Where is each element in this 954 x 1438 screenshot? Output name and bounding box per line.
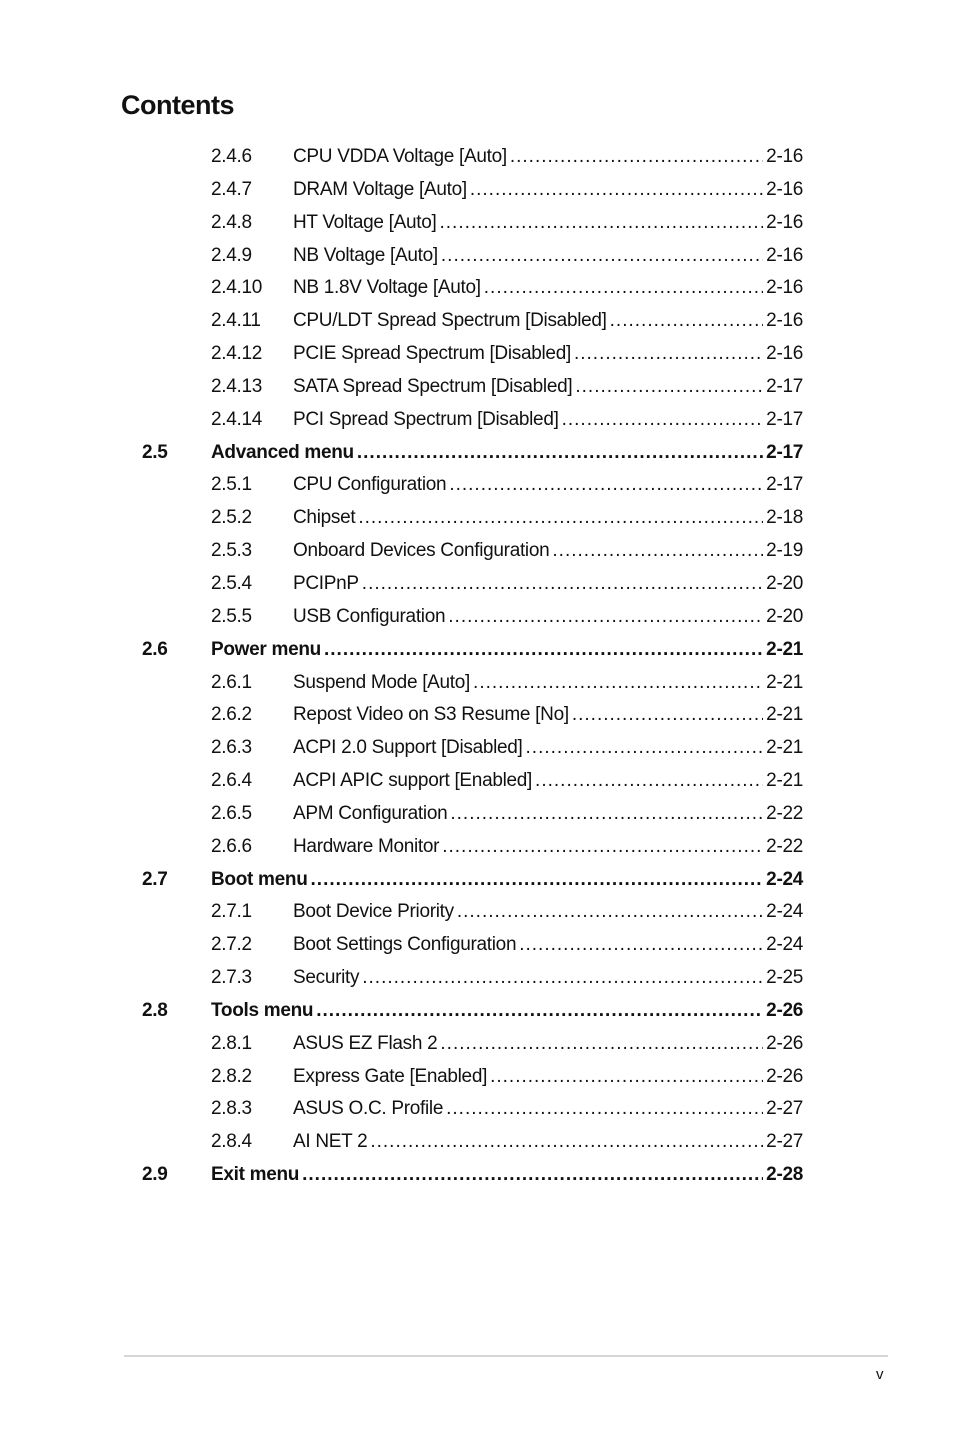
toc-entry-page: 2-27 xyxy=(763,1126,803,1159)
toc-entry-title: CPU Configuration xyxy=(293,469,449,502)
toc-entry-number: 2.8 xyxy=(142,999,168,1021)
toc-entry-page: 2-20 xyxy=(763,601,803,634)
toc-subsection-entry[interactable] xyxy=(0,240,954,273)
toc-entry-title: HT Voltage [Auto] xyxy=(293,207,439,240)
toc-entry-page: 2-16 xyxy=(763,174,803,207)
toc-entry-number: 2.6.3 xyxy=(211,737,252,759)
toc-entry-page: 2-26 xyxy=(763,1028,803,1061)
toc-dot-leader xyxy=(362,568,763,601)
toc-entry-number: 2.5.1 xyxy=(211,474,252,496)
toc-entry-title: NB 1.8V Voltage [Auto] xyxy=(293,272,484,305)
toc-entry-page: 2-16 xyxy=(763,141,803,174)
toc-subsection-entry[interactable] xyxy=(0,765,954,798)
toc-entry-number: 2.4.7 xyxy=(211,178,252,200)
toc-dot-leader xyxy=(324,634,763,667)
toc-entry-title: DRAM Voltage [Auto] xyxy=(293,174,470,207)
footer-divider xyxy=(124,1355,888,1357)
toc-entry-title: Hardware Monitor xyxy=(293,831,442,864)
toc-entry-number: 2.8.3 xyxy=(211,1098,252,1120)
toc-entry-line xyxy=(293,765,803,798)
toc-entry-page: 2-16 xyxy=(763,305,803,338)
toc-dot-leader xyxy=(510,141,763,174)
toc-entry-page: 2-26 xyxy=(763,995,803,1028)
toc-entry-title: CPU VDDA Voltage [Auto] xyxy=(293,141,510,174)
toc-entry-line xyxy=(293,962,803,995)
toc-entry-page: 2-27 xyxy=(763,1093,803,1126)
toc-entry-line xyxy=(293,667,803,700)
toc-entry-line xyxy=(293,535,803,568)
toc-dot-leader xyxy=(302,1159,763,1192)
toc-dot-leader xyxy=(574,338,763,371)
toc-entry-number: 2.4.13 xyxy=(211,375,263,397)
toc-entry-title: ACPI 2.0 Support [Disabled] xyxy=(293,732,526,765)
toc-dot-leader xyxy=(552,535,763,568)
toc-entry-title: Onboard Devices Configuration xyxy=(293,535,552,568)
page-number: v xyxy=(876,1366,884,1383)
toc-subsection-entry[interactable] xyxy=(0,896,954,929)
toc-entry-page: 2-28 xyxy=(763,1159,803,1192)
toc-entry-line xyxy=(293,732,803,765)
toc-dot-leader xyxy=(311,864,764,897)
toc-entry-line xyxy=(211,864,803,897)
toc-entry-number: 2.6.6 xyxy=(211,835,252,857)
toc-entry-line xyxy=(293,1126,803,1159)
toc-dot-leader xyxy=(575,371,763,404)
toc-entry-line xyxy=(293,601,803,634)
toc-entry-line xyxy=(293,305,803,338)
toc-subsection-entry[interactable] xyxy=(0,272,954,305)
toc-entry-page: 2-21 xyxy=(763,667,803,700)
toc-entry-number: 2.6 xyxy=(142,638,168,660)
toc-subsection-entry[interactable] xyxy=(0,371,954,404)
toc-entry-number: 2.4.8 xyxy=(211,211,252,233)
toc-entry-number: 2.6.5 xyxy=(211,802,252,824)
toc-entry-line xyxy=(211,1159,803,1192)
toc-subsection-entry[interactable] xyxy=(0,929,954,962)
toc-entry-line xyxy=(293,1061,803,1094)
toc-entry-number: 2.7 xyxy=(142,868,168,890)
toc-dot-leader xyxy=(484,272,763,305)
toc-entry-line xyxy=(293,469,803,502)
toc-dot-leader xyxy=(457,896,763,929)
toc-entry-line xyxy=(293,502,803,535)
toc-dot-leader xyxy=(446,1093,763,1126)
toc-entry-title: Exit menu xyxy=(211,1159,302,1192)
toc-dot-leader xyxy=(442,831,763,864)
toc-entry-title: PCI Spread Spectrum [Disabled] xyxy=(293,404,562,437)
toc-subsection-entry[interactable] xyxy=(0,469,954,502)
toc-entry-title: ACPI APIC support [Enabled] xyxy=(293,765,535,798)
toc-entry-page: 2-16 xyxy=(763,272,803,305)
toc-entry-page: 2-17 xyxy=(763,469,803,502)
toc-entry-number: 2.4.6 xyxy=(211,146,252,167)
toc-dot-leader xyxy=(362,962,763,995)
toc-entry-number: 2.8.1 xyxy=(211,1032,252,1054)
toc-section-entry[interactable] xyxy=(0,995,954,1028)
toc-entry-line xyxy=(293,174,803,207)
toc-entry-title: APM Configuration xyxy=(293,798,450,831)
toc-section-entry[interactable] xyxy=(0,634,954,667)
toc-entry-line xyxy=(211,995,803,1028)
toc-dot-leader xyxy=(370,1126,763,1159)
toc-entry-page: 2-20 xyxy=(763,568,803,601)
toc-entry-page: 2-17 xyxy=(763,371,803,404)
toc-entry-page: 2-16 xyxy=(763,207,803,240)
toc-entry-line xyxy=(293,141,803,174)
toc-entry-page: 2-21 xyxy=(763,732,803,765)
toc-entry-line xyxy=(293,831,803,864)
toc-entry-page: 2-21 xyxy=(763,634,803,667)
toc-subsection-entry[interactable] xyxy=(0,207,954,240)
toc-entry-title: Security xyxy=(293,962,362,995)
toc-dot-leader xyxy=(358,502,763,535)
toc-subsection-entry[interactable] xyxy=(0,798,954,831)
toc-subsection-entry[interactable] xyxy=(0,1093,954,1126)
toc-entry-line xyxy=(293,568,803,601)
toc-entry-number: 2.7.3 xyxy=(211,967,252,989)
toc-entry-line xyxy=(211,437,803,470)
toc-entry-title: USB Configuration xyxy=(293,601,448,634)
toc-dot-leader xyxy=(519,929,763,962)
toc-entry-title: ASUS O.C. Profile xyxy=(293,1093,446,1126)
toc-subsection-entry[interactable] xyxy=(0,404,954,437)
toc-subsection-entry[interactable] xyxy=(0,831,954,864)
toc-dot-leader xyxy=(440,1028,763,1061)
toc-entry-number: 2.9 xyxy=(142,1164,168,1186)
toc-entry-number: 2.4.10 xyxy=(211,277,263,299)
toc-entry-page: 2-22 xyxy=(763,798,803,831)
toc-entry-line xyxy=(293,404,803,437)
toc-entry-number: 2.5.3 xyxy=(211,540,252,562)
toc-dot-leader xyxy=(470,174,763,207)
page-title: Contents xyxy=(121,90,234,120)
toc-entry-page: 2-17 xyxy=(763,437,803,470)
toc-section-entry[interactable] xyxy=(0,864,954,897)
toc-entry-title: AI NET 2 xyxy=(293,1126,370,1159)
toc-entry-number: 2.7.1 xyxy=(211,901,252,923)
toc-entry-line xyxy=(293,207,803,240)
toc-entry-number: 2.6.2 xyxy=(211,704,252,726)
toc-entry-line xyxy=(293,338,803,371)
toc-entry-title: SATA Spread Spectrum [Disabled] xyxy=(293,371,575,404)
toc-entry-page: 2-22 xyxy=(763,831,803,864)
toc-entry-title: PCIE Spread Spectrum [Disabled] xyxy=(293,338,574,371)
toc-entry-page: 2-24 xyxy=(763,864,803,897)
table-of-contents xyxy=(0,141,954,1192)
toc-dot-leader xyxy=(439,207,763,240)
toc-subsection-entry[interactable] xyxy=(0,1028,954,1061)
toc-entry-page: 2-19 xyxy=(763,535,803,568)
toc-subsection-entry[interactable] xyxy=(0,305,954,338)
toc-entry-title: ASUS EZ Flash 2 xyxy=(293,1028,440,1061)
toc-entry-title: Boot Device Priority xyxy=(293,896,457,929)
toc-entry-title: Chipset xyxy=(293,502,358,535)
toc-dot-leader xyxy=(450,798,763,831)
toc-entry-title: NB Voltage [Auto] xyxy=(293,240,441,273)
toc-subsection-entry[interactable] xyxy=(0,732,954,765)
toc-entry-line xyxy=(293,1093,803,1126)
toc-entry-number: 2.4.11 xyxy=(211,310,261,332)
toc-subsection-entry[interactable] xyxy=(0,601,954,634)
toc-entry-number: 2.4.14 xyxy=(211,408,263,430)
toc-entry-line xyxy=(293,272,803,305)
toc-entry-line xyxy=(293,699,803,732)
toc-subsection-entry[interactable] xyxy=(0,699,954,732)
toc-entry-page: 2-18 xyxy=(763,502,803,535)
toc-entry-line xyxy=(293,929,803,962)
toc-subsection-entry[interactable] xyxy=(0,1061,954,1094)
toc-entry-line xyxy=(211,634,803,667)
toc-entry-page: 2-21 xyxy=(763,765,803,798)
toc-dot-leader xyxy=(449,469,763,502)
toc-entry-title: Boot Settings Configuration xyxy=(293,929,519,962)
toc-entry-number: 2.6.1 xyxy=(211,671,252,693)
toc-dot-leader xyxy=(448,601,763,634)
toc-entry-number: 2.5 xyxy=(142,441,168,463)
toc-entry-number: 2.7.2 xyxy=(211,934,252,956)
toc-section-entry[interactable] xyxy=(0,437,954,470)
toc-subsection-entry[interactable] xyxy=(0,568,954,601)
toc-entry-line xyxy=(293,240,803,273)
toc-entry-page: 2-24 xyxy=(763,929,803,962)
toc-entry-page: 2-25 xyxy=(763,962,803,995)
toc-entry-number: 2.5.4 xyxy=(211,572,252,594)
toc-dot-leader xyxy=(473,667,763,700)
toc-entry-title: CPU/LDT Spread Spectrum [Disabled] xyxy=(293,305,610,338)
toc-entry-number: 2.4.12 xyxy=(211,343,263,365)
toc-dot-leader xyxy=(526,732,764,765)
toc-subsection-entry[interactable] xyxy=(0,141,954,174)
toc-dot-leader xyxy=(441,240,763,273)
toc-entry-number: 2.5.5 xyxy=(211,605,252,627)
toc-dot-leader xyxy=(562,404,764,437)
toc-entry-number: 2.4.9 xyxy=(211,244,252,266)
toc-entry-title: PCIPnP xyxy=(293,568,362,601)
toc-entry-page: 2-17 xyxy=(763,404,803,437)
toc-dot-leader xyxy=(610,305,764,338)
toc-entry-number: 2.8.4 xyxy=(211,1131,252,1153)
toc-subsection-entry[interactable] xyxy=(0,962,954,995)
toc-dot-leader xyxy=(357,437,763,470)
toc-entry-line xyxy=(293,798,803,831)
toc-entry-number: 2.8.2 xyxy=(211,1065,252,1087)
toc-entry-page: 2-21 xyxy=(763,699,803,732)
toc-subsection-entry[interactable] xyxy=(0,667,954,700)
toc-entry-page: 2-16 xyxy=(763,338,803,371)
toc-entry-line xyxy=(293,896,803,929)
toc-entry-title: Suspend Mode [Auto] xyxy=(293,667,473,700)
toc-entry-page: 2-16 xyxy=(763,240,803,273)
toc-dot-leader xyxy=(316,995,763,1028)
toc-subsection-entry[interactable] xyxy=(0,502,954,535)
toc-entry-number: 2.5.2 xyxy=(211,507,252,529)
toc-entry-title: Tools menu xyxy=(211,995,316,1028)
toc-section-entry[interactable] xyxy=(0,1159,954,1192)
toc-entry-line xyxy=(293,1028,803,1061)
toc-dot-leader xyxy=(490,1061,763,1094)
toc-entry-title: Power menu xyxy=(211,634,324,667)
toc-entry-title: Boot menu xyxy=(211,864,311,897)
toc-dot-leader xyxy=(572,699,763,732)
toc-entry-line xyxy=(293,371,803,404)
toc-subsection-entry[interactable] xyxy=(0,338,954,371)
toc-entry-title: Repost Video on S3 Resume [No] xyxy=(293,699,572,732)
toc-subsection-entry[interactable] xyxy=(0,174,954,207)
toc-entry-page: 2-26 xyxy=(763,1061,803,1094)
toc-entry-title: Advanced menu xyxy=(211,437,357,470)
toc-subsection-entry[interactable] xyxy=(0,1126,954,1159)
toc-entry-title: Express Gate [Enabled] xyxy=(293,1061,490,1094)
toc-subsection-entry[interactable] xyxy=(0,535,954,568)
toc-entry-page: 2-24 xyxy=(763,896,803,929)
toc-dot-leader xyxy=(535,765,763,798)
toc-entry-number: 2.6.4 xyxy=(211,770,252,792)
